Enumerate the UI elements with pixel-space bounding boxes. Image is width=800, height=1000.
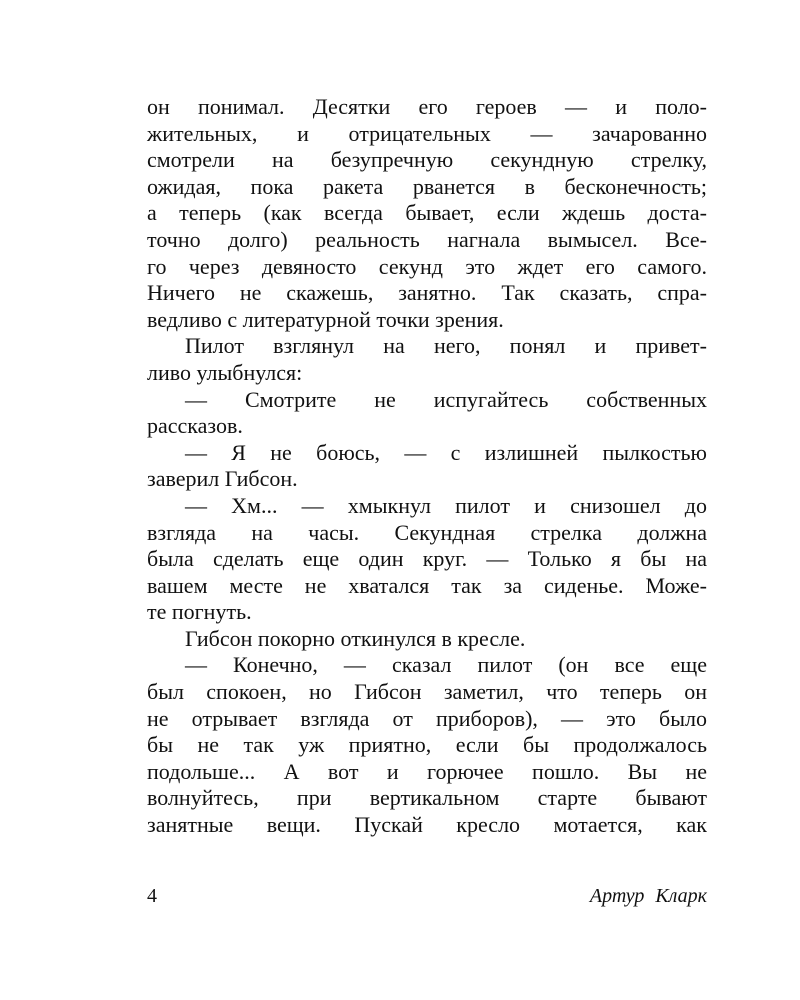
text-line: Ничего не скажешь, занятно. Так сказать, спра- bbox=[147, 280, 707, 306]
text-line: волнуйтесь, при вертикальном старте бывают bbox=[147, 785, 707, 811]
text-line: смотрели на безупречную секундную стрелку, bbox=[147, 147, 707, 173]
text-line: жительных, и отрицательных — зачарованно bbox=[147, 120, 707, 146]
text-line: взгляда на часы. Секундная стрелка должна bbox=[147, 519, 707, 545]
text-line: ведливо с литературной точки зрения. bbox=[147, 306, 504, 332]
text-line: Пилот взглянул на него, понял и привет- bbox=[185, 333, 707, 359]
text-line: не отрывает взгляда от приборов), — это было bbox=[147, 705, 707, 731]
text-line: ожидая, пока ракета рванется в бесконечность; bbox=[147, 173, 707, 199]
body-text bbox=[147, 94, 707, 839]
text-line: ливо улыбнулся: bbox=[147, 359, 303, 385]
text-line: была сделать еще один круг. — Только я бы на bbox=[147, 546, 707, 572]
text-line: а теперь (как всегда бывает, если ждешь доста- bbox=[147, 200, 707, 226]
text-line: был спокоен, но Гибсон заметил, что теперь он bbox=[147, 679, 707, 705]
text-line: подольше... А вот и горючее пошло. Вы не bbox=[147, 758, 707, 784]
text-line: Гибсон покорно откинулся в кресле. bbox=[185, 625, 526, 651]
text-line: вашем месте не хватался так за сиденье. Може- bbox=[147, 572, 707, 598]
text-line: — Смотрите не испугайтесь собственных bbox=[185, 386, 707, 412]
text-line: точно долго) реальность нагнала вымысел. Все- bbox=[147, 226, 707, 252]
text-line: — Я не боюсь, — с излишней пылкостью bbox=[185, 439, 707, 465]
text-line: рассказов. bbox=[147, 413, 243, 439]
text-line: го через девяносто секунд это ждет его самого. bbox=[147, 253, 707, 279]
text-line: бы не так уж приятно, если бы продолжалось bbox=[147, 732, 707, 758]
text-line: — Хм... — хмыкнул пилот и снизошел до bbox=[185, 492, 707, 518]
text-line: — Конечно, — сказал пилот (он все еще bbox=[185, 652, 707, 678]
text-line: он понимал. Десятки его героев — и поло- bbox=[147, 94, 707, 119]
page-number: 4 bbox=[147, 885, 157, 907]
text-line: заверил Гибсон. bbox=[147, 466, 298, 492]
text-line: занятные вещи. Пускай кресло мотается, как bbox=[147, 812, 707, 838]
text-line: те погнуть. bbox=[147, 599, 252, 625]
running-footer-author: Артур Кларк bbox=[589, 885, 707, 907]
